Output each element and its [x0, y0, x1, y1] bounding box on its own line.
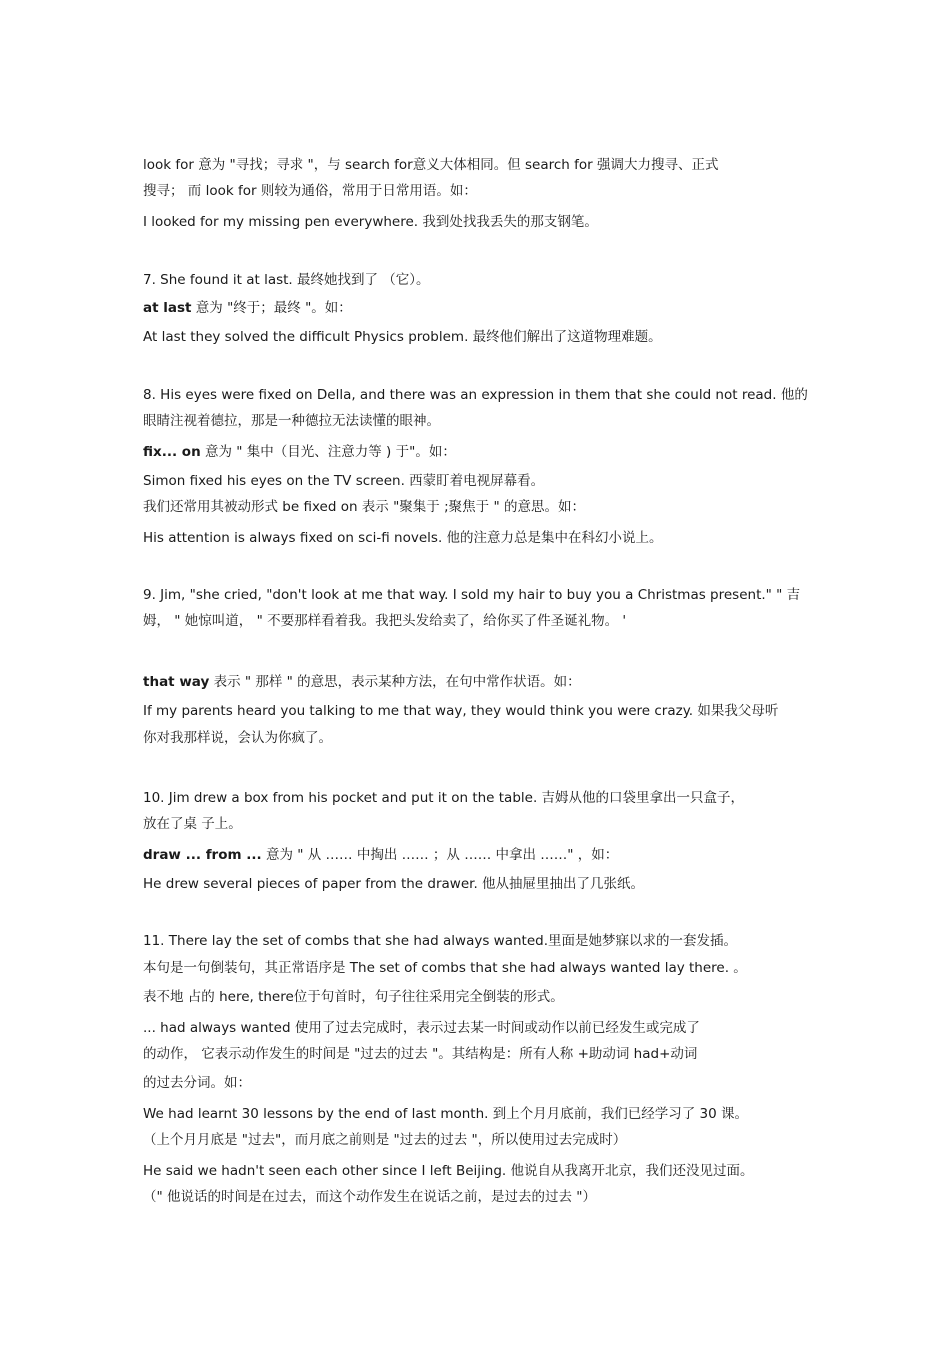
sentence-heading: 9. Jim, "she cried, "don't look at me that way. I sold my hair to buy you a Christmas present." " 吉 — [143, 587, 801, 603]
sentence-heading: 8. His eyes were fixed on Della, and there was an expression in them that she could not read. 他的 — [143, 387, 808, 403]
text-line: 姆， " 她惊叫道， " 不要那样看着我。我把头发给卖了，给你买了件圣诞礼物。 ' — [143, 613, 627, 629]
text-line: （" 他说话的时间是在过去，而这个动作发生在说话之前，是过去的过去 "） — [143, 1189, 597, 1205]
phrase-term: that way — [143, 674, 210, 690]
phrase-term: draw ... from ... — [143, 847, 262, 863]
text-line: 我们还常用其被动形式 be fixed on 表示 "聚集于 ;聚焦于 " 的意思。如： — [143, 499, 585, 515]
phrase-explanation: fix... on 意为 " 集中（目光、注意力等 ) 于"。如： — [143, 444, 456, 460]
example-sentence: At last they solved the difficult Physics problem. 最终他们解出了这道物理难题。 — [143, 329, 662, 345]
text-line: look for 意为 "寻找；寻求 "，与 search for意义大体相同。但 search for 强调大力搜寻、正式 — [143, 157, 719, 173]
text-line: ... had always wanted 使用了过去完成时，表示过去某一时间或动作以前已经发生或完成了 — [143, 1020, 700, 1036]
phrase-term: fix... on — [143, 444, 201, 460]
sentence-heading: 11. There lay the set of combs that she had always wanted.里面是她梦寐以求的一套发插。 — [143, 933, 737, 949]
phrase-term: at last — [143, 300, 192, 316]
text-line: 表不地 占的 here, there位于句首时，句子往往采用完全倒装的形式。 — [143, 989, 564, 1005]
sentence-heading: 10. Jim drew a box from his pocket and put it on the table. 吉姆从他的口袋里拿出一只盒子， — [143, 790, 745, 806]
example-sentence: Simon fixed his eyes on the TV screen. 西蒙盯着电视屏幕看。 — [143, 473, 545, 489]
phrase-explanation: at last 意为 "终于；最终 "。如： — [143, 300, 352, 316]
text-line: 的过去分词。如： — [143, 1075, 251, 1091]
phrase-explanation: draw ... from ... 意为 " 从 …… 中掏出 …… ；从 …… 中拿出 ……" ，如： — [143, 847, 619, 863]
example-sentence: He drew several pieces of paper from the drawer. 他从抽屉里抽出了几张纸。 — [143, 876, 645, 892]
phrase-explanation: that way 表示 " 那样 " 的意思，表示某种方法，在句中常作状语。如： — [143, 674, 581, 690]
text-line: 眼睛注视着德拉，那是一种德拉无法读懂的眼神。 — [143, 413, 440, 429]
text-line: 搜寻； 而 look for 则较为通俗，常用于日常用语。如： — [143, 183, 477, 199]
text-line: （上个月月底是 "过去"，而月底之前则是 "过去的过去 "，所以使用过去完成时） — [143, 1132, 627, 1148]
text-line: 你对我那样说，会认为你疯了。 — [143, 730, 332, 746]
text-line: 放在了桌 子上。 — [143, 816, 242, 832]
example-sentence: We had learnt 30 lessons by the end of last month. 到上个月月底前，我们已经学习了 30 课。 — [143, 1106, 748, 1122]
text-line: 本句是一句倒装句，其正常语序是 The set of combs that she had always wanted lay there. 。 — [143, 960, 747, 976]
example-sentence: He said we hadn't seen each other since I left Beijing. 他说自从我离开北京，我们还没见过面。 — [143, 1163, 754, 1179]
sentence-heading: 7. She found it at last. 最终她找到了 （它）。 — [143, 272, 430, 288]
example-sentence: If my parents heard you talking to me that way, they would think you were crazy. 如果我父母听 — [143, 703, 779, 719]
example-sentence: I looked for my missing pen everywhere. 我到处找我丢失的那支钢笔。 — [143, 214, 598, 230]
text-line: 的动作， 它表示动作发生的时间是 "过去的过去 "。其结构是：所有人称 +助动词 had+动词 — [143, 1046, 698, 1062]
example-sentence: His attention is always fixed on sci-fi novels. 他的注意力总是集中在科幻小说上。 — [143, 530, 663, 546]
